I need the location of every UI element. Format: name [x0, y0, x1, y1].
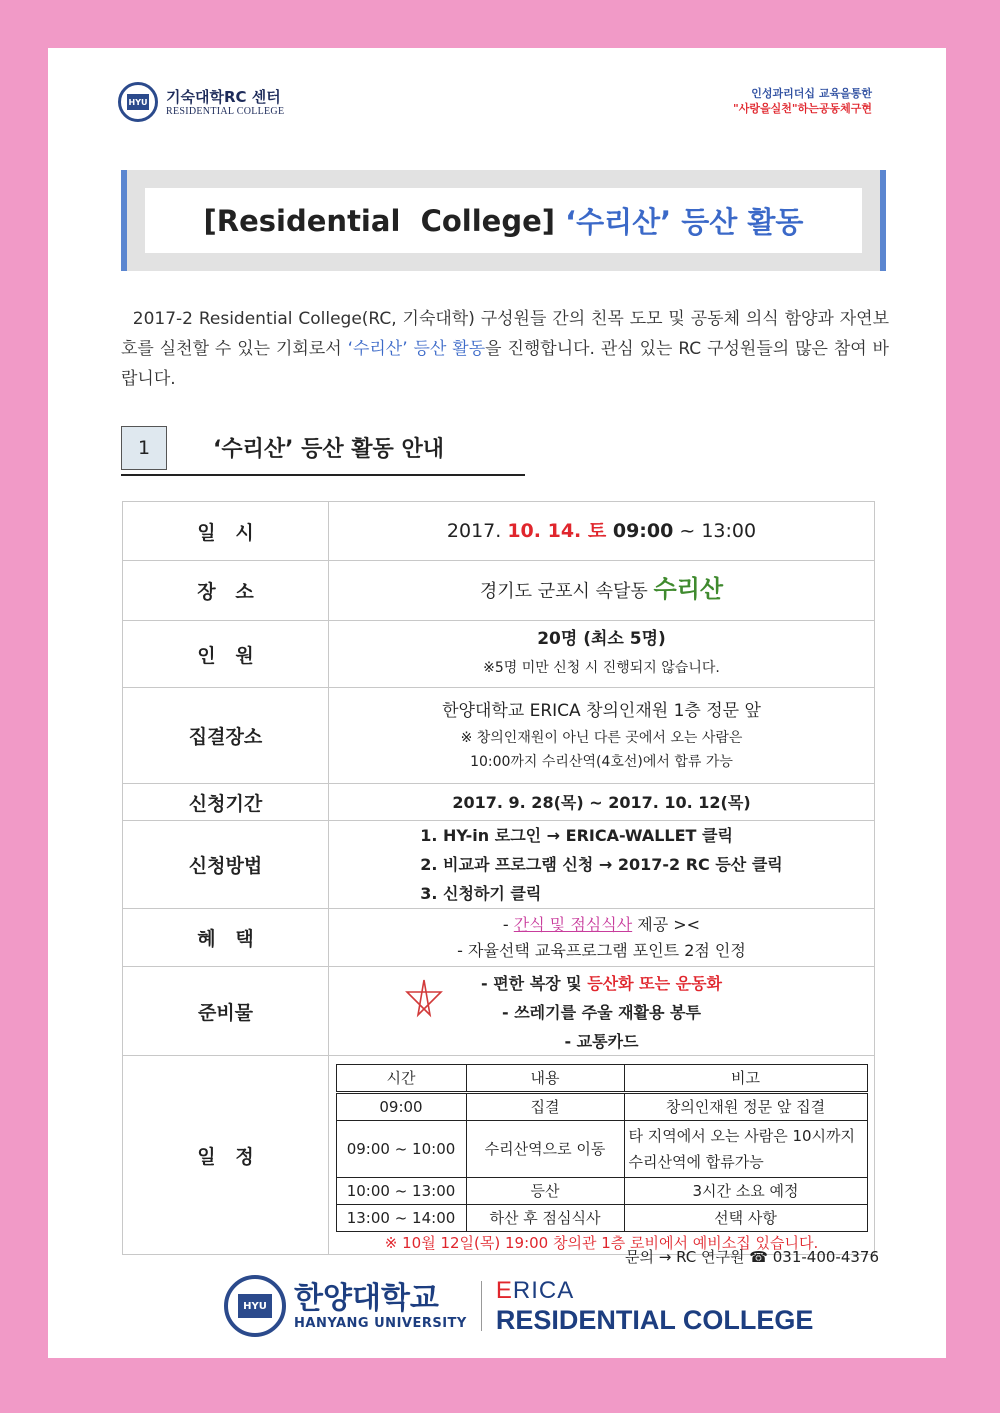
- table-row: 10:00 ~ 13:00 등산 3시간 소요 예정: [336, 1178, 867, 1205]
- date-end: ~ 13:00: [673, 519, 757, 542]
- intro-text-1: 2017-2 Residential College(RC, 기숙대학) 구성원들 간의 친목 도모 및 공동체 의식 함양과 자연보호를 실천할 수 있는 기회로서: [121, 309, 889, 359]
- label-schedule: 일 정: [123, 1056, 329, 1255]
- schedule-header-row: [336, 1065, 867, 1093]
- method-step-3: 3. 신청하기 클릭: [420, 884, 542, 903]
- method-step-1: 1. HY-in 로그인 → ERICA-WALLET 클릭: [420, 826, 733, 845]
- place-mountain: 수리산: [653, 575, 724, 603]
- row-people: [123, 621, 875, 688]
- header-org-title: 기숙대학RC 센터: [166, 87, 281, 106]
- label-benefit: 혜 택: [123, 909, 329, 967]
- date-start: 09:00: [612, 519, 674, 542]
- value-place: [329, 561, 875, 621]
- label-date: 일 시: [123, 502, 329, 561]
- benefit-1: - 간식 및 점심식사 제공 ><: [502, 914, 701, 934]
- erica-e: E: [495, 1276, 513, 1304]
- prep-highlight: 등산화 또는 운동화: [587, 974, 722, 993]
- info-table: [122, 501, 875, 1255]
- meeting-note-2: 10:00까지 수리산역(4호선)에서 합류 가능: [470, 754, 733, 770]
- table-row: 13:00 ~ 14:00 하산 후 점심식사 선택 사항: [336, 1205, 867, 1232]
- header-org-subtitle: RESIDENTIAL COLLEGE: [166, 105, 285, 117]
- star-doodle-icon: [403, 977, 445, 1019]
- label-people: 인 원: [123, 621, 329, 688]
- footer-divider: [481, 1281, 482, 1331]
- erica-rc-logo: [496, 1277, 814, 1336]
- value-benefit: [329, 909, 875, 967]
- value-method: [329, 821, 875, 909]
- benefit-2: - 자율선택 교육프로그램 포인트 2점 인정: [457, 940, 746, 960]
- page-title-blue: ‘수리산’ 등산 활동: [565, 205, 804, 239]
- row-benefit: [123, 909, 875, 967]
- university-name: [294, 1282, 467, 1331]
- table-row: 09:00 집결 창의인재원 정문 앞 집결: [336, 1093, 867, 1121]
- schedule-notice: ※ 10월 12일(목) 19:00 창의관 1층 로비에서 예비소집 있습니다.: [384, 1234, 819, 1252]
- people-note: ※5명 미만 신청 시 진행되지 않습니다.: [483, 660, 720, 676]
- section-number: 1: [121, 426, 167, 470]
- value-date: [329, 502, 875, 561]
- prep-item-3: - 교통카드: [564, 1032, 639, 1051]
- header-slogan: [733, 86, 872, 116]
- slogan-line-2: "사랑을실천"하는공동체구현: [733, 102, 872, 115]
- title-banner: [121, 170, 886, 271]
- section-heading: [121, 426, 525, 476]
- value-meeting: [329, 688, 875, 784]
- page-title-black: [Residential College]: [203, 203, 566, 238]
- footer-logos: [224, 1275, 813, 1337]
- intro-highlight: ‘수리산’ 등산 활동: [347, 339, 486, 359]
- table-row: 09:00 ~ 10:00 수리산역으로 이동 타 지역에서 오는 사람은 10시까지 수리산역에 합류가능: [336, 1121, 867, 1178]
- row-period: [123, 784, 875, 821]
- schedule-header-time: 시간: [336, 1065, 466, 1093]
- page-title: [145, 188, 862, 253]
- schedule-header-content: 내용: [466, 1065, 624, 1093]
- residential-college-label: RESIDENTIAL COLLEGE: [495, 1304, 814, 1335]
- header-logo: [118, 78, 284, 126]
- date-year: 2017.: [446, 519, 508, 542]
- row-date: [123, 502, 875, 561]
- university-seal-icon: HYU: [118, 82, 158, 122]
- document-page: [48, 48, 946, 1358]
- method-step-2: 2. 비교과 프로그램 신청 → 2017-2 RC 등산 클릭: [420, 855, 783, 874]
- schedule-table: [336, 1064, 868, 1232]
- contact-info: 문의 → RC 연구원 ☎ 031-400-4376: [625, 1248, 879, 1266]
- label-method: 신청방법: [123, 821, 329, 909]
- university-name-en: HANYANG UNIVERSITY: [294, 1315, 467, 1331]
- value-people: [329, 621, 875, 688]
- row-meeting: [123, 688, 875, 784]
- prep-item-2: - 쓰레기를 주울 재활용 봉투: [502, 1003, 701, 1022]
- prep-item-1: - 편한 복장 및 등산화 또는 운동화: [481, 974, 722, 993]
- place-address: 경기도 군포시 속달동: [479, 581, 654, 602]
- label-meeting: 집결장소: [123, 688, 329, 784]
- row-method: [123, 821, 875, 909]
- university-seal-icon: HYU: [224, 1275, 286, 1337]
- meeting-place: 한양대학교 ERICA 창의인재원 1층 정문 앞: [442, 701, 761, 721]
- label-place: 장 소: [123, 561, 329, 621]
- intro-text-2: 을 진행합니다. 관심 있는 RC 구성원들의 많은 참여 바랍니다.: [121, 339, 889, 389]
- label-period: 신청기간: [123, 784, 329, 821]
- people-count: 20명 (최소 5명): [537, 629, 666, 649]
- university-name-ko: 한양대학교: [294, 1280, 439, 1316]
- value-period: 2017. 9. 28(목) ~ 2017. 10. 12(목): [329, 784, 875, 821]
- label-prep: 준비물: [123, 967, 329, 1056]
- row-prep: [123, 967, 875, 1056]
- section-title: ‘수리산’ 등산 활동 안내: [213, 437, 444, 462]
- value-prep: [329, 967, 875, 1056]
- row-place: [123, 561, 875, 621]
- value-schedule: [329, 1056, 875, 1255]
- slogan-line-1: 인성과리더십 교육을통한: [751, 87, 872, 100]
- schedule-header-note: 비고: [624, 1065, 867, 1093]
- intro-paragraph: [121, 304, 889, 394]
- date-month-day: 10. 14. 토: [507, 519, 613, 542]
- meeting-note-1: ※ 창의인재원이 아닌 다른 곳에서 오는 사람은: [460, 730, 743, 746]
- row-schedule: [123, 1056, 875, 1255]
- erica-rest: RICA: [512, 1276, 575, 1304]
- benefit-highlight: 간식 및 점심식사: [513, 914, 633, 934]
